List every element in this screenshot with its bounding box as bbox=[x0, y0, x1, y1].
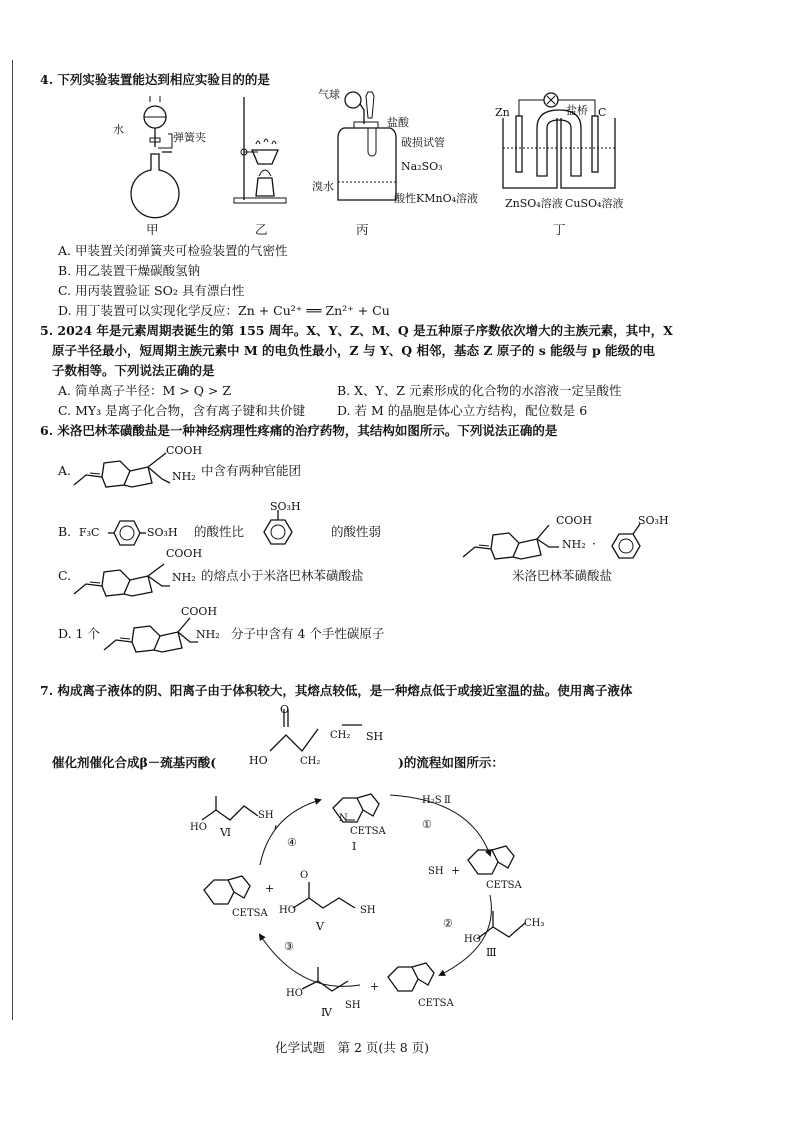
iv-ho: HO bbox=[286, 988, 303, 999]
iv-sh: SH bbox=[345, 1000, 361, 1011]
apparatus-yi-name: 乙 bbox=[255, 222, 268, 237]
plus-3: + bbox=[265, 882, 275, 895]
apparatus-jia-diagram bbox=[110, 92, 220, 212]
q7-stem-ch2-a: CH₂ bbox=[300, 756, 321, 767]
q5-option-c: C. MY₃ 是离子化合物，含有离子键和共价键 bbox=[58, 403, 306, 418]
q6-d-nh2: NH₂ bbox=[196, 628, 220, 641]
label-hydrochloric-acid: 盐酸 bbox=[387, 116, 409, 129]
q6-a-cooh: COOH bbox=[166, 444, 203, 457]
label-water: 水 bbox=[113, 123, 124, 136]
q6-stem: 6. 米洛巴林苯磺酸盐是一种神经病理性疼痛的治疗药物，其结构如图所示。下列说法正确的是 bbox=[40, 423, 558, 438]
h2s-numeral: Ⅱ bbox=[444, 795, 451, 806]
q6-option-b-text2: 的酸性弱 bbox=[331, 524, 382, 539]
label-c-electrode: C bbox=[598, 106, 607, 119]
page-footer: 化学试题 第 2 页(共 8 页) bbox=[275, 1040, 430, 1055]
q6-option-c-label: C. bbox=[58, 568, 72, 583]
vi-ho: HO bbox=[190, 822, 207, 833]
q6-option-d-label: D. 1 个 bbox=[58, 626, 100, 641]
cetsa-4: CETSA bbox=[232, 908, 268, 919]
iii-ch3: CH₃ bbox=[524, 918, 545, 929]
q4-option-b: B. 用乙装置干燥碳酸氢钠 bbox=[58, 263, 201, 278]
vi-sh: SH bbox=[258, 810, 274, 821]
v-ho: HO bbox=[279, 905, 296, 916]
label-znso4-solution: ZnSO₄溶液 bbox=[505, 197, 563, 210]
cetsa-3: CETSA bbox=[418, 998, 454, 1009]
q4-option-d: D. 用丁装置可以实现化学反应：Zn + Cu²⁺ ══ Zn²⁺ + Cu bbox=[58, 303, 390, 318]
q6-option-b-label: B. bbox=[58, 524, 72, 539]
q6-b-f3c: F₃C bbox=[79, 526, 100, 539]
cat-i-cetsa: CETSA bbox=[350, 826, 386, 837]
q6-d-cooh: COOH bbox=[181, 605, 218, 618]
q6-option-c-text: 的熔点小于米洛巴林苯磺酸盐 bbox=[201, 568, 364, 583]
q6-salt-nh2: NH₂ bbox=[562, 538, 586, 551]
q6-b-benzene-1 bbox=[108, 515, 148, 551]
q6-salt-so3h: SO₃H bbox=[638, 514, 669, 527]
iv-numeral: Ⅳ bbox=[321, 1006, 332, 1019]
label-bromine-water: 溴水 bbox=[312, 180, 334, 193]
q7-stem-line2-post: )的流程如图所示： bbox=[398, 755, 504, 770]
cat-i-numeral: Ⅰ bbox=[352, 840, 357, 853]
q6-option-b-text1: 的酸性比 bbox=[194, 524, 245, 539]
label-balloon: 气球 bbox=[318, 88, 340, 101]
q6-c-cooh: COOH bbox=[166, 547, 203, 560]
step-3: ③ bbox=[284, 940, 294, 953]
cetsa-2: CETSA bbox=[486, 880, 522, 891]
q5-stem-line3: 子数相等。下列说法正确的是 bbox=[52, 363, 215, 378]
q6-salt-caption: 米洛巴林苯磺酸盐 bbox=[512, 568, 613, 583]
q4-option-c: C. 用丙装置验证 SO₂ 具有漂白性 bbox=[58, 283, 245, 298]
q7-stem-ch2-b: CH₂ bbox=[330, 730, 351, 741]
h2s-label: H₂S bbox=[422, 795, 442, 806]
label-spring-clamp: 弹簧夹 bbox=[173, 131, 206, 144]
label-cuso4-solution: CuSO₄溶液 bbox=[565, 197, 624, 210]
q7-stem-line2-pre: 催化剂催化合成β－巯基丙酸( bbox=[52, 755, 217, 770]
compound-iv-structure bbox=[292, 965, 372, 1005]
iii-numeral: Ⅲ bbox=[486, 946, 497, 959]
q4-option-a: A. 甲装置关闭弹簧夹可检验装置的气密性 bbox=[58, 243, 288, 258]
iii-ho: HO bbox=[464, 934, 481, 945]
apparatus-ding-name: 丁 bbox=[553, 222, 566, 237]
cat-i-n: N bbox=[339, 813, 348, 824]
q5-stem-line1: 5. 2024 年是元素周期表诞生的第 155 周年。X、Y、Z、M、Q 是五种原子序数依次增大的主族元素，其中，X bbox=[40, 323, 673, 338]
label-broken-tube: 破损试管 bbox=[401, 136, 445, 149]
q6-salt-cooh: COOH bbox=[556, 514, 593, 527]
step-4: ④ bbox=[287, 836, 297, 849]
vi-numeral: Ⅵ bbox=[220, 826, 232, 839]
label-na2so3: Na₂SO₃ bbox=[401, 160, 443, 173]
apparatus-yi-diagram bbox=[232, 92, 292, 212]
sh-anion-1: SH bbox=[428, 866, 444, 877]
q6-option-a-label: A. bbox=[58, 463, 72, 478]
q6-b-so3h-1: SO₃H bbox=[147, 526, 178, 539]
apparatus-jia-name: 甲 bbox=[146, 222, 159, 237]
q5-option-b: B. X、Y、Z 元素形成的化合物的水溶液一定呈酸性 bbox=[337, 383, 622, 398]
q6-a-nh2: NH₂ bbox=[172, 470, 196, 483]
apparatus-ding-diagram bbox=[495, 88, 635, 203]
apparatus-bing-name: 丙 bbox=[356, 222, 369, 237]
label-salt-bridge: 盐桥 bbox=[566, 104, 588, 117]
plus-1: + bbox=[451, 864, 461, 877]
step-1: ① bbox=[422, 818, 432, 831]
q5-option-a: A. 简单离子半径：M > Q > Z bbox=[58, 383, 232, 398]
q6-salt-dot: · bbox=[592, 536, 596, 551]
label-zn-electrode: Zn bbox=[495, 106, 510, 119]
q6-b-so3h-2: SO₃H bbox=[270, 500, 301, 513]
q5-option-d: D. 若 M 的晶胞是体心立方结构，配位数是 6 bbox=[337, 403, 588, 418]
q6-c-nh2: NH₂ bbox=[172, 571, 196, 584]
q6-option-a-text: 中含有两种官能团 bbox=[201, 463, 302, 478]
q4-stem: 4. 下列实验装置能达到相应实验目的的是 bbox=[40, 72, 270, 87]
v-sh: SH bbox=[360, 905, 376, 916]
plus-2: + bbox=[370, 980, 380, 993]
q7-stem-ho: HO bbox=[249, 754, 268, 767]
label-acidic-kmno4: 酸性KMnO₄溶液 bbox=[394, 192, 478, 205]
q5-stem-line2: 原子半径最小，短周期主族元素中 M 的电负性最小，Z 与 Y、Q 相邻，基态 Z 原子的 s 能级与 p 能级的电 bbox=[52, 343, 656, 358]
v-numeral: Ⅴ bbox=[316, 920, 324, 933]
q6-option-d-text: 分子中含有 4 个手性碳原子 bbox=[231, 626, 385, 641]
q7-stem-line1: 7. 构成离子液体的阴、阳离子由于体积较大，其熔点较低，是一种熔点低于或接近室温的盐。使用离子液体 bbox=[40, 683, 633, 698]
v-oh: O bbox=[300, 870, 309, 881]
step-2: ② bbox=[443, 917, 453, 930]
q7-stem-sh: SH bbox=[366, 730, 384, 743]
left-margin-line bbox=[12, 60, 13, 1020]
q7-stem-o: O bbox=[280, 703, 290, 716]
